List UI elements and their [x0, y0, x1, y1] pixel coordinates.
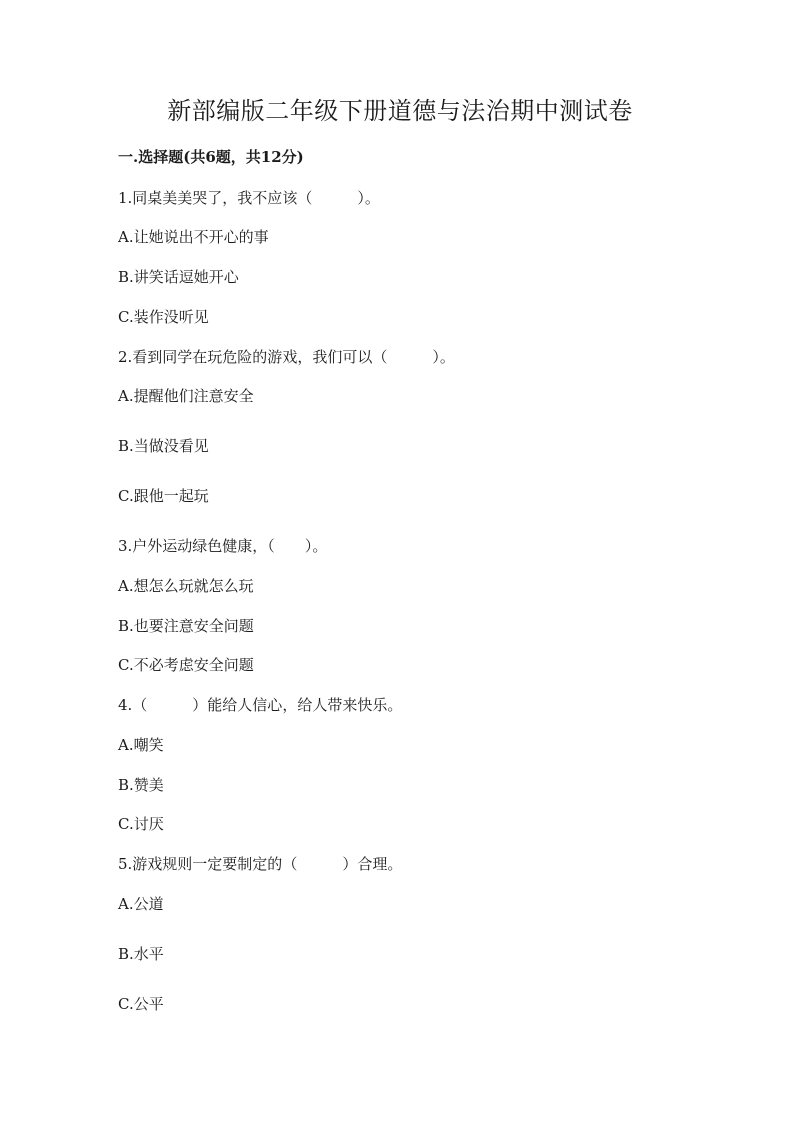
question-4-option-a: A.嘲笑	[118, 736, 164, 754]
section-heading: 一.选择题(共6题，共12分)	[118, 148, 304, 166]
question-1-option-b: B.讲笑话逗她开心	[118, 268, 239, 286]
question-stem-1: 1.同桌美美哭了，我不应该（ ）。	[118, 189, 380, 207]
question-3-option-c: C.不必考虑安全问题	[118, 656, 254, 674]
question-2-option-a: A.提醒他们注意安全	[118, 387, 254, 405]
question-4-option-c: C.讨厌	[118, 815, 164, 833]
question-2-option-b: B.当做没看见	[118, 437, 209, 455]
question-stem-2: 2.看到同学在玩危险的游戏，我们可以（ ）。	[118, 348, 455, 366]
question-stem-3: 3.户外运动绿色健康，（ ）。	[118, 537, 328, 555]
question-5-option-b: B.水平	[118, 945, 164, 963]
question-3-option-a: A.想怎么玩就怎么玩	[118, 577, 254, 595]
question-1-option-a: A.让她说出不开心的事	[118, 228, 269, 246]
question-stem-4: 4.（ ）能给人信心，给人带来快乐。	[118, 696, 403, 714]
question-5-option-a: A.公道	[118, 895, 164, 913]
question-1-option-c: C.装作没听见	[118, 308, 209, 326]
question-3-option-b: B.也要注意安全问题	[118, 617, 254, 635]
question-stem-5: 5.游戏规则一定要制定的（ ）合理。	[118, 855, 403, 873]
page-title: 新部编版二年级下册道德与法治期中测试卷	[167, 97, 633, 125]
question-2-option-c: C.跟他一起玩	[118, 487, 209, 505]
question-5-option-c: C.公平	[118, 995, 164, 1013]
question-4-option-b: B.赞美	[118, 776, 164, 794]
